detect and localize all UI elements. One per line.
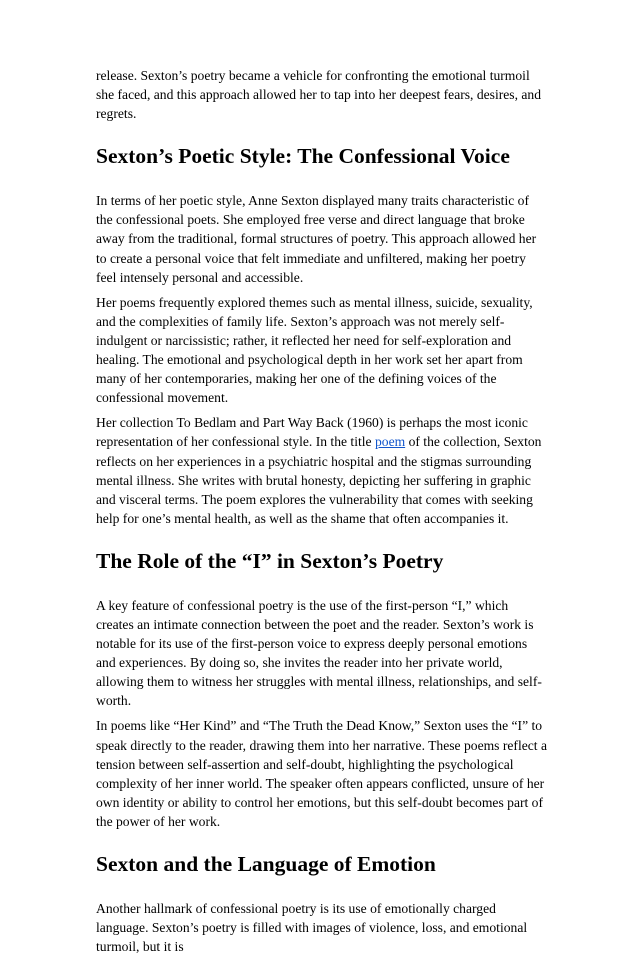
section-heading-poetic-style: Sexton’s Poetic Style: The Confessional Voice (96, 144, 510, 169)
paragraph-text: Her collection To Bedlam and Part Way Back (1960) is perhaps the most iconic representation of her confessional style. In the title (96, 415, 528, 450)
poem-link[interactable]: poem (374, 434, 406, 450)
paragraph-text: of the collection, Sexton reflects on her experiences in a psychiatric hospital and the stigmas surrounding mental illness. She writes with brutal honesty, depicting her suffering in graphic and visceral terms. The poem explores the vulnerability that comes with seeking help for one’s mental health, as well as the shame that often accompanies it. (96, 434, 542, 526)
section-heading-language-of-emotion: Sexton and the Language of Emotion (96, 852, 436, 876)
poetic-style-paragraph-2: Her poems frequently explored themes such as mental illness, suicide, sexuality, and the complexities of family life. Sexton’s approach was not merely self-indulgent or narcissistic; rather, it reflected her need for self-exploration and healing. The emotional and psychological depth in her work set her apart from many of her contemporaries, making her one of the defining voices of the confessional movement. (96, 294, 533, 406)
document-page (96, 66, 548, 962)
section-heading-role-of-i: The Role of the “I” in Sexton’s Poetry (96, 548, 444, 573)
language-of-emotion-paragraph-1: Another hallmark of confessional poetry is its use of emotionally charged language. Sexton’s poetry is filled with images of violence, loss, and emotional turmoil, but it is (96, 901, 528, 955)
role-of-i-paragraph-1: A key feature of confessional poetry is the use of the first-person “I,” which creates an intimate connection between the poet and the reader. Sexton’s work is notable for its use of the first-person voice to express deeply personal emotions and experiences. By doing so, she invites the reader into her private world, allowing them to witness her struggles with mental illness, relationships, and self-worth. (96, 597, 542, 709)
poetic-style-paragraph-3 (96, 413, 548, 528)
role-of-i-paragraph-2: In poems like “Her Kind” and “The Truth the Dead Know,” Sexton uses the “I” to speak directly to the reader, drawing them into her narrative. These poems reflect a tension between self-assertion and self-doubt, highlighting the psychological complexity of her inner world. The speaker often appears conflicted, unsure of her own identity or ability to control her emotions, but this self-doubt becomes part of the power of her work. (96, 718, 548, 829)
intro-paragraph: release. Sexton’s poetry became a vehicle for confronting the emotional turmoil she faced, and this approach allowed her to tap into her deepest fears, desires, and regrets. (96, 68, 542, 122)
poetic-style-paragraph-1: In terms of her poetic style, Anne Sexton displayed many traits characteristic of the confessional poets. She employed free verse and direct language that broke away from the traditional, formal structures of poetry. This approach allowed her to create a personal voice that felt immediate and unfiltered, making her poetry feel intensely personal and accessible. (96, 193, 537, 285)
